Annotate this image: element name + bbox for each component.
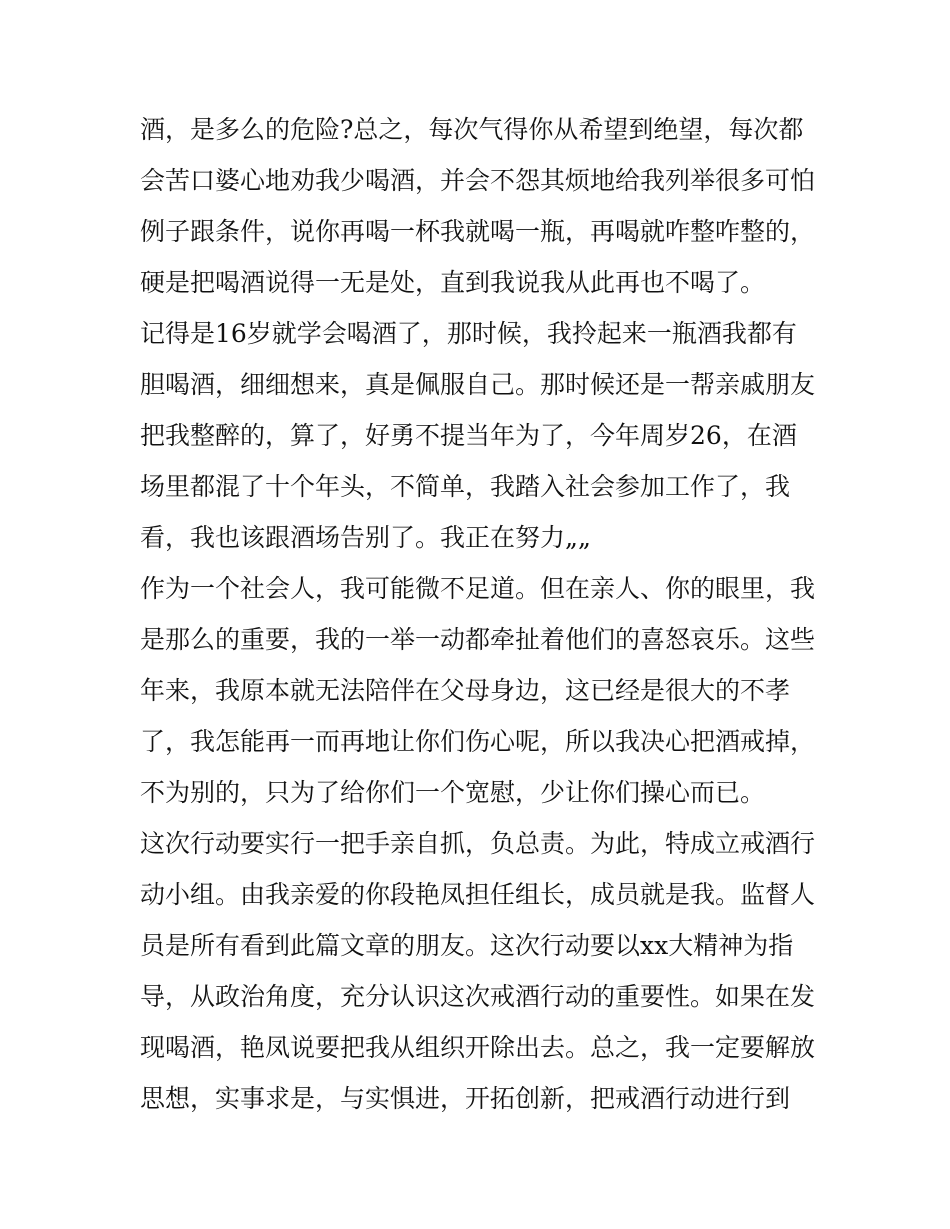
text-line: 会苦口婆心地劝我少喝酒，并会不怨其烦地给我列举很多可怕 <box>140 166 816 195</box>
text-line: 思想，实事求是，与实惧进，开拓创新，把戒酒行动进行到 <box>140 1084 791 1113</box>
text-line: 导，从政治角度，充分认识这次戒酒行动的重要性。如果在发 <box>140 982 816 1011</box>
text-line: 记得是16岁就学会喝酒了，那时候，我拎起来一瓶酒我都有 <box>140 319 797 348</box>
text-line: 把我整醉的，算了，好勇不提当年为了，今年周岁26，在酒 <box>140 421 797 450</box>
text-line: 现喝酒，艳凤说要把我从组织开除出去。总之，我一定要解放 <box>140 1033 816 1062</box>
text-line: 是那么的重要，我的一举一动都牵扯着他们的喜怒哀乐。这些 <box>140 625 816 654</box>
text-line: 看，我也该跟酒场告别了。我正在努力„„ <box>140 523 591 552</box>
text-line: 酒，是多么的危险?总之，每次气得你从希望到绝望，每次都 <box>140 115 804 144</box>
text-line: 硬是把喝酒说得一无是处，直到我说我从此再也不喝了。 <box>140 268 766 297</box>
text-line: 不为别的，只为了给你们一个宽慰，少让你们操心而已。 <box>140 778 766 807</box>
text-line: 胆喝酒，细细想来，真是佩服自己。那时候还是一帮亲戚朋友 <box>140 370 816 399</box>
text-line: 员是所有看到此篇文章的朋友。这次行动要以xx大精神为指 <box>140 931 794 960</box>
text-line: 动小组。由我亲爱的你段艳凤担任组长，成员就是我。监督人 <box>140 880 816 909</box>
body-text <box>140 108 820 1128</box>
text-line: 了，我怎能再一而再地让你们伤心呢，所以我决心把酒戒掉， <box>140 727 816 756</box>
text-line: 场里都混了十个年头，不简单，我踏入社会参加工作了，我 <box>140 472 791 501</box>
text-line: 年来，我原本就无法陪伴在父母身边，这已经是很大的不孝 <box>140 676 791 705</box>
text-line: 这次行动要实行一把手亲自抓，负总责。为此，特成立戒酒行 <box>140 829 816 858</box>
text-line: 例子跟条件，说你再喝一杯我就喝一瓶，再喝就咋整咋整的， <box>140 217 816 246</box>
text-line: 作为一个社会人，我可能微不足道。但在亲人、你的眼里，我 <box>140 574 816 603</box>
